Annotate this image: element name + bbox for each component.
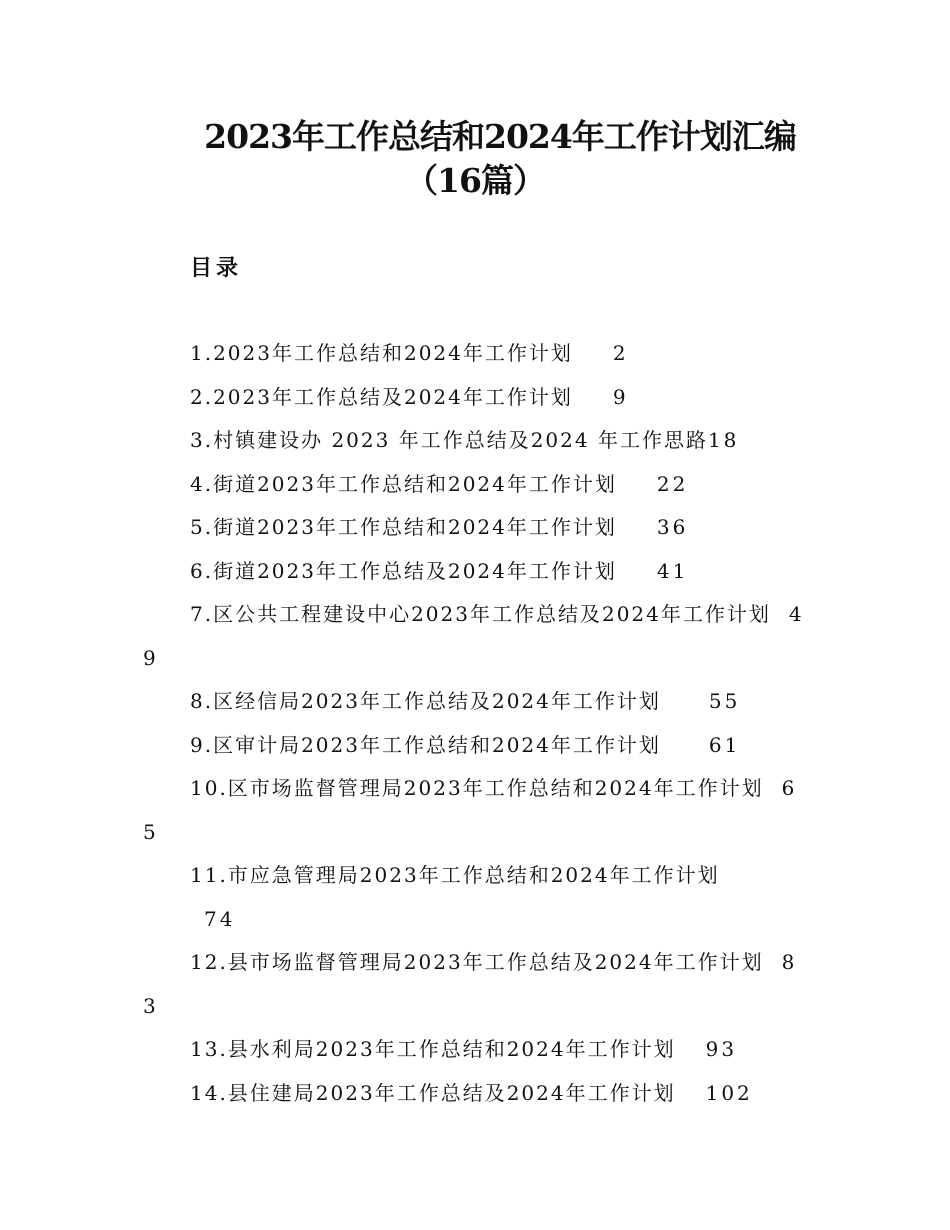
toc-entry-page-number: 22 <box>656 471 689 496</box>
document-title-count: （16篇） <box>405 161 545 200</box>
toc-entry-page-number: 18 <box>707 428 740 452</box>
toc-entry-page-number: 74 <box>204 906 236 931</box>
toc-entry[interactable] <box>143 593 813 680</box>
toc-entry[interactable] <box>143 463 813 507</box>
toc-entry-title: 5.街道2023年工作总结和2024年工作计划 <box>190 515 617 539</box>
toc-entry-page-number: 102 <box>705 1080 753 1105</box>
toc-entry-title: 4.街道2023年工作总结和2024年工作计划 <box>190 471 617 496</box>
toc-entry[interactable] <box>143 332 813 376</box>
toc-entry-title: 9.区审计局2023年工作总结和2024年工作计划 <box>190 732 661 757</box>
toc-entry[interactable] <box>143 550 813 594</box>
toc-entry-title: 14.县住建局2023年工作总结及2024年工作计划 <box>190 1080 676 1105</box>
toc-entry-title: 8.区经信局2023年工作总结及2024年工作计划 <box>190 689 661 713</box>
toc-entry-page-number: 9 <box>612 384 629 409</box>
toc-entry[interactable] <box>143 376 813 420</box>
toc-entry-page-number: 93 <box>705 1037 738 1061</box>
toc-entry[interactable] <box>143 1072 813 1116</box>
toc-entry[interactable] <box>143 680 813 724</box>
toc-entry-title: 11.市应急管理局2023年工作总结和2024年工作计划 <box>190 863 720 887</box>
toc-entry-page-number: 2 <box>612 341 629 365</box>
toc-entry[interactable] <box>143 506 813 550</box>
toc-entry-page-number: 49 <box>143 602 805 670</box>
toc-entry-title: 2.2023年工作总结及2024年工作计划 <box>190 384 573 409</box>
table-of-contents <box>143 332 813 1115</box>
toc-entry-page-number: 36 <box>656 515 689 539</box>
toc-entry[interactable] <box>143 419 813 463</box>
document-title: 2023年工作总结和2024年工作计划汇编 <box>204 117 796 156</box>
toc-entry-page-number: 55 <box>708 689 741 713</box>
toc-entry[interactable] <box>143 1028 813 1072</box>
toc-entry-title: 6.街道2023年工作总结及2024年工作计划 <box>190 558 617 583</box>
toc-entry[interactable] <box>143 854 813 941</box>
toc-entry-title: 1.2023年工作总结和2024年工作计划 <box>190 341 573 365</box>
toc-entry[interactable] <box>143 941 813 1028</box>
toc-entry-title: 10.区市场监督管理局2023年工作总结和2024年工作计划 <box>190 776 764 800</box>
toc-entry-page-number: 83 <box>143 950 798 1018</box>
toc-entry-page-number: 41 <box>656 558 689 583</box>
toc-heading: 目录 <box>190 255 243 281</box>
toc-entry-page-number: 65 <box>143 776 798 844</box>
toc-entry[interactable] <box>143 724 813 768</box>
toc-entry-title: 7.区公共工程建设中心2023年工作总结及2024年工作计划 <box>190 602 771 626</box>
toc-entry-page-number: 61 <box>708 732 741 757</box>
toc-entry-title: 12.县市场监督管理局2023年工作总结及2024年工作计划 <box>190 950 764 974</box>
toc-entry-title: 13.县水利局2023年工作总结和2024年工作计划 <box>190 1037 676 1061</box>
toc-entry-title: 3.村镇建设办 2023 年工作总结及2024 年工作思路 <box>190 428 708 452</box>
toc-entry[interactable] <box>143 767 813 854</box>
